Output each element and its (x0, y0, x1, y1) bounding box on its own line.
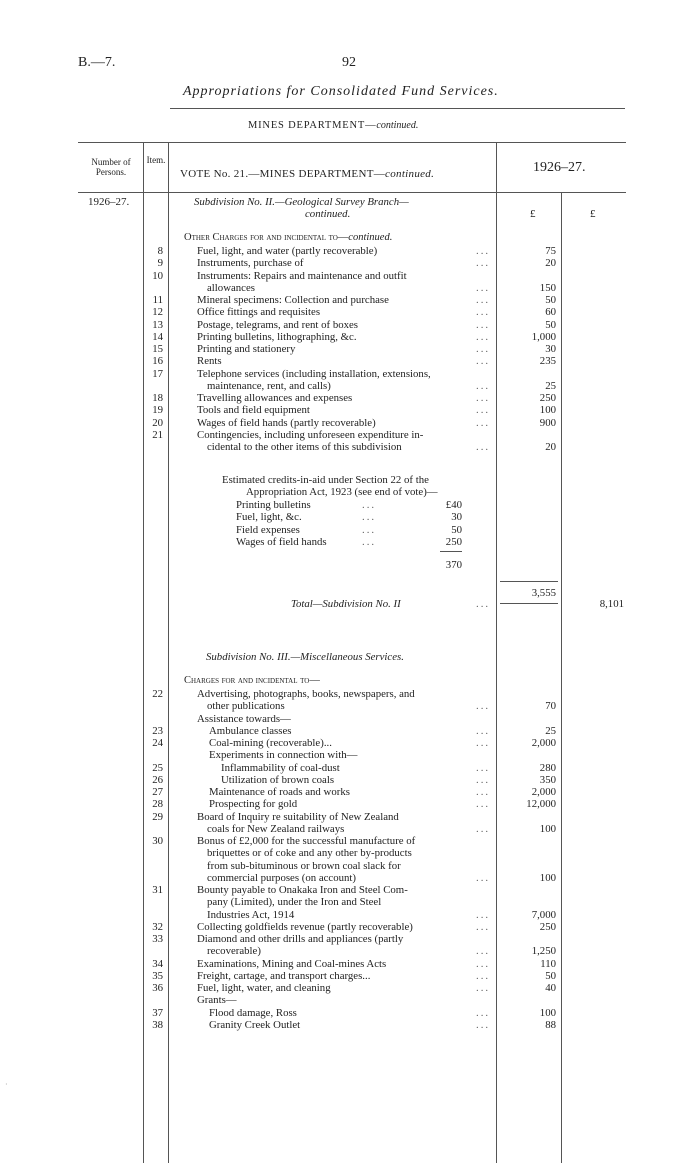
credit-label: Printing bulletins (236, 499, 311, 511)
credits-line1: Estimated credits-in-aid under Section 22 of the (222, 474, 429, 486)
item-number: 31 (152, 884, 163, 896)
item-amount: 7,000 (531, 908, 556, 921)
item-amount: 900 (539, 416, 556, 429)
item-description: Collecting goldfields revenue (partly recoverable) (197, 920, 413, 933)
item-row (0, 441, 700, 453)
leader-dots: ... (362, 523, 377, 536)
leader-dots: ... (476, 416, 491, 429)
item-description: Flood damage, Ross (209, 1006, 297, 1019)
item-description: Tools and field equipment (197, 404, 310, 417)
credit-amount: £40 (445, 499, 462, 511)
item-number: 34 (152, 957, 163, 970)
item-description: Freight, cartage, and transport charges... (197, 969, 371, 982)
item-row (0, 700, 700, 712)
item-number: 8 (157, 245, 163, 257)
leader-dots: ... (476, 1018, 491, 1031)
leader-dots: ... (476, 700, 491, 713)
leader-dots: ... (476, 245, 491, 257)
table-header-rule (78, 192, 626, 193)
item-amount: 50 (545, 294, 556, 306)
item-description: Examinations, Mining and Coal-mines Acts (197, 957, 387, 970)
item-row (0, 319, 700, 331)
item-description: from sub-bituminous or brown coal slack for (207, 859, 401, 872)
item-number: 35 (152, 969, 163, 982)
item-description: Mineral specimens: Collection and purchase (197, 294, 389, 306)
item-row (0, 737, 700, 749)
item-description: Rents (197, 355, 222, 368)
item-number: 25 (152, 761, 163, 774)
item-amount: 350 (539, 773, 556, 786)
leader-dots: ... (476, 822, 491, 835)
subtotal-underline (500, 603, 558, 604)
item-description: Fuel, light, and water (partly recoverable) (197, 245, 378, 257)
page-number: 92 (342, 55, 356, 70)
leader-dots: ... (476, 404, 491, 417)
item-number: 24 (152, 737, 163, 749)
credit-label: Wages of field hands (236, 535, 327, 548)
item-description: Utilization of brown coals (221, 773, 335, 786)
item-number: 10 (152, 269, 163, 282)
item-description: briquettes or of coke and any other by-products (207, 847, 412, 860)
item-description: recoverable) (207, 945, 261, 958)
page-title: Appropriations for Consolidated Fund Services. (183, 84, 499, 99)
margin-mark: · (5, 1080, 8, 1089)
credits-line2: Appropriation Act, 1923 (see end of vote)— (246, 486, 438, 498)
item-description: Diamond and other drills and appliances (partly (197, 933, 404, 945)
item-description: cidental to the other items of this subdivision (207, 441, 402, 453)
item-row (0, 970, 700, 982)
item-description: Experiments in connection with— (209, 749, 358, 762)
item-row (0, 994, 700, 1006)
item-row (0, 392, 700, 404)
item-amount: 280 (539, 761, 556, 774)
item-row (0, 294, 700, 306)
subtotal-amount: 3,555 (531, 587, 556, 599)
item-number: 15 (152, 343, 163, 355)
item-row (0, 774, 700, 786)
leader-dots: ... (476, 1006, 491, 1019)
item-amount: 75 (545, 245, 556, 257)
item-row (0, 982, 700, 994)
item-number: 33 (152, 933, 163, 945)
pound-sign-col1: £ (530, 208, 536, 220)
item-amount: 20 (545, 441, 556, 453)
item-amount: 100 (539, 822, 556, 835)
item-amount: 40 (545, 982, 556, 994)
item-number: 38 (152, 1018, 163, 1031)
leader-dots: ... (476, 798, 491, 811)
item-number: 9 (157, 257, 163, 270)
header-vote (180, 168, 434, 180)
leader-dots: ... (476, 392, 491, 404)
item-amount: 70 (545, 700, 556, 713)
item-number: 29 (152, 810, 163, 823)
header-item: Item. (146, 155, 166, 165)
leader-dots: ... (476, 294, 491, 306)
subdivision2-section-heading (184, 232, 392, 243)
leader-dots: ... (476, 871, 491, 884)
item-row (0, 884, 700, 896)
item-row (0, 713, 700, 725)
leader-dots: ... (476, 982, 491, 994)
document-reference: B.—7. (78, 55, 116, 70)
item-description: Wages of field hands (partly recoverable) (197, 416, 376, 429)
item-description: other publications (207, 700, 285, 713)
item-number: 23 (152, 724, 163, 737)
item-amount: 12,000 (526, 798, 556, 811)
item-amount: 1,000 (531, 330, 556, 343)
item-description: Advertising, photographs, books, newspapers, and (197, 688, 415, 700)
credit-amount: 250 (445, 535, 462, 548)
leader-dots: ... (476, 330, 491, 343)
item-amount: 235 (539, 355, 556, 368)
item-amount: 88 (545, 1018, 556, 1031)
item-row (0, 355, 700, 367)
leader-dots: ... (362, 499, 377, 511)
item-row (0, 945, 700, 957)
item-row (0, 270, 700, 282)
item-number: 30 (152, 835, 163, 847)
item-description: Office fittings and requisites (197, 306, 321, 319)
credit-amount: 30 (451, 511, 462, 524)
vote-title: VOTE No. 21.—MINES DEPARTMENT— (180, 168, 386, 180)
subdivision2-heading-line2: continued. (305, 208, 351, 220)
item-number: 22 (152, 688, 163, 700)
leader-dots: ... (476, 908, 491, 921)
item-number: 20 (152, 416, 163, 429)
total-leader: ... (476, 598, 491, 610)
item-amount: 100 (539, 871, 556, 884)
item-number: 17 (152, 367, 163, 380)
item-description: Granity Creek Outlet (209, 1018, 301, 1031)
item-row (0, 762, 700, 774)
leader-dots: ... (476, 786, 491, 798)
item-description: Bounty payable to Onakaka Iron and Steel Com- (197, 884, 408, 896)
leader-dots: ... (476, 724, 491, 737)
credits-total: 370 (445, 559, 462, 571)
leader-dots: ... (476, 920, 491, 933)
leader-dots: ... (476, 343, 491, 355)
item-row (0, 257, 700, 269)
item-description: Postage, telegrams, and rent of boxes (197, 318, 359, 331)
leader-dots: ... (476, 441, 491, 453)
leader-dots: ... (476, 737, 491, 749)
credits-rule (440, 551, 462, 552)
credit-row (0, 536, 700, 548)
item-amount: 1,250 (531, 945, 556, 958)
item-description: Instruments, purchase of (197, 257, 304, 270)
table-top-rule (78, 142, 626, 143)
item-row (0, 823, 700, 835)
item-description: Industries Act, 1914 (207, 908, 295, 921)
section-label: Other Charges for and incidental to— (184, 232, 349, 243)
subdivision3-heading: Subdivision No. III.—Miscellaneous Services. (206, 651, 404, 663)
item-description: Maintenance of roads and works (209, 786, 350, 798)
item-row (0, 282, 700, 294)
item-row (0, 429, 700, 441)
item-description: commercial purposes (on account) (207, 871, 357, 884)
title-rule (170, 108, 625, 109)
header-year: 1926–27. (533, 160, 586, 175)
item-number: 36 (152, 982, 163, 994)
leader-dots: ... (362, 535, 377, 548)
item-number: 32 (152, 920, 163, 933)
item-row (0, 896, 700, 908)
department-continued: continued. (376, 120, 419, 131)
leader-dots: ... (476, 945, 491, 958)
item-row (0, 786, 700, 798)
item-amount: 150 (539, 281, 556, 294)
item-description: allowances (207, 281, 255, 294)
leader-dots: ... (476, 318, 491, 331)
item-number: 11 (152, 294, 163, 306)
department-name: MINES DEPARTMENT— (248, 120, 377, 131)
item-amount: 60 (545, 306, 556, 319)
item-row (0, 1019, 700, 1031)
item-amount: 25 (545, 379, 556, 392)
item-amount: 100 (539, 404, 556, 417)
item-amount: 250 (539, 392, 556, 404)
credit-label: Field expenses (236, 523, 300, 536)
item-row (0, 306, 700, 318)
subtotal-rule (500, 581, 558, 582)
item-number: 27 (152, 786, 163, 798)
item-amount: 50 (545, 969, 556, 982)
item-row (0, 1007, 700, 1019)
item-row (0, 811, 700, 823)
item-description: Telephone services (including installation, extensions, (197, 367, 431, 380)
item-description: Ambulance classes (209, 724, 292, 737)
item-row (0, 921, 700, 933)
item-row (0, 380, 700, 392)
item-description: pany (Limited), under the Iron and Steel (207, 896, 382, 909)
item-description: Travelling allowances and expenses (197, 392, 353, 404)
item-amount: 2,000 (531, 786, 556, 798)
item-amount: 30 (545, 343, 556, 355)
department-heading (248, 120, 418, 131)
item-row (0, 245, 700, 257)
item-row (0, 404, 700, 416)
item-row (0, 872, 700, 884)
pound-sign-col2: £ (590, 208, 596, 220)
total-label: Total—Subdivision No. II (291, 598, 401, 610)
credit-row (0, 499, 700, 511)
item-row (0, 847, 700, 859)
item-amount: 110 (540, 957, 556, 970)
item-amount: 20 (545, 257, 556, 270)
item-number: 13 (152, 318, 163, 331)
subdivision2-heading-line1: Subdivision No. II.—Geological Survey Branch— (194, 196, 409, 208)
item-row (0, 749, 700, 761)
item-description: Coal-mining (recoverable)... (209, 737, 332, 749)
leader-dots: ... (362, 511, 377, 524)
item-row (0, 331, 700, 343)
item-row (0, 417, 700, 429)
credit-label: Fuel, light, &c. (236, 511, 302, 524)
item-number: 14 (152, 330, 163, 343)
item-row (0, 688, 700, 700)
leader-dots: ... (476, 773, 491, 786)
item-description: Contingencies, including unforeseen expenditure in- (197, 428, 424, 441)
leader-dots: ... (476, 379, 491, 392)
leader-dots: ... (476, 257, 491, 270)
item-amount: 250 (539, 920, 556, 933)
item-amount: 50 (545, 318, 556, 331)
item-number: 26 (152, 773, 163, 786)
section-continued: continued. (348, 232, 393, 243)
item-row (0, 933, 700, 945)
leader-dots: ... (476, 957, 491, 970)
item-number: 12 (152, 306, 163, 319)
leader-dots: ... (476, 281, 491, 294)
item-description: Assistance towards— (197, 712, 291, 725)
item-row (0, 909, 700, 921)
item-description: Inflammability of coal-dust (221, 761, 340, 774)
item-row (0, 958, 700, 970)
item-number: 37 (152, 1006, 163, 1019)
item-description: Grants— (197, 994, 237, 1007)
vote-continued: continued. (385, 168, 435, 180)
leader-dots: ... (476, 306, 491, 319)
subdivision3-section-heading: Charges for and incidental to— (184, 675, 320, 686)
item-number: 19 (152, 404, 163, 417)
credit-row (0, 524, 700, 536)
leader-dots: ... (476, 969, 491, 982)
item-row (0, 860, 700, 872)
item-row (0, 343, 700, 355)
item-row (0, 725, 700, 737)
persons-year: 1926–27. (88, 196, 130, 208)
item-row (0, 835, 700, 847)
credit-amount: 50 (451, 523, 462, 536)
total-amount: 8,101 (599, 598, 624, 610)
item-number: 16 (152, 355, 163, 368)
item-number: 21 (152, 428, 163, 441)
header-persons: Number of Persons. (91, 157, 131, 177)
item-description: Printing bulletins, lithographing, &c. (197, 330, 357, 343)
item-description: coals for New Zealand railways (207, 822, 345, 835)
item-description: Prospecting for gold (209, 798, 298, 811)
item-amount: 100 (539, 1006, 556, 1019)
item-description: maintenance, rent, and calls) (207, 379, 331, 392)
item-description: Instruments: Repairs and maintenance and outfit (197, 269, 407, 282)
item-row (0, 798, 700, 810)
item-number: 28 (152, 798, 163, 811)
leader-dots: ... (476, 761, 491, 774)
item-description: Printing and stationery (197, 343, 296, 355)
item-description: Board of Inquiry re suitability of New Zealand (197, 810, 399, 823)
item-amount: 25 (545, 724, 556, 737)
item-description: Fuel, light, water, and cleaning (197, 982, 331, 994)
item-row (0, 368, 700, 380)
item-number: 18 (152, 392, 163, 404)
credit-row (0, 511, 700, 523)
leader-dots: ... (476, 355, 491, 368)
item-description: Bonus of £2,000 for the successful manufacture of (197, 835, 416, 847)
item-amount: 2,000 (531, 737, 556, 749)
